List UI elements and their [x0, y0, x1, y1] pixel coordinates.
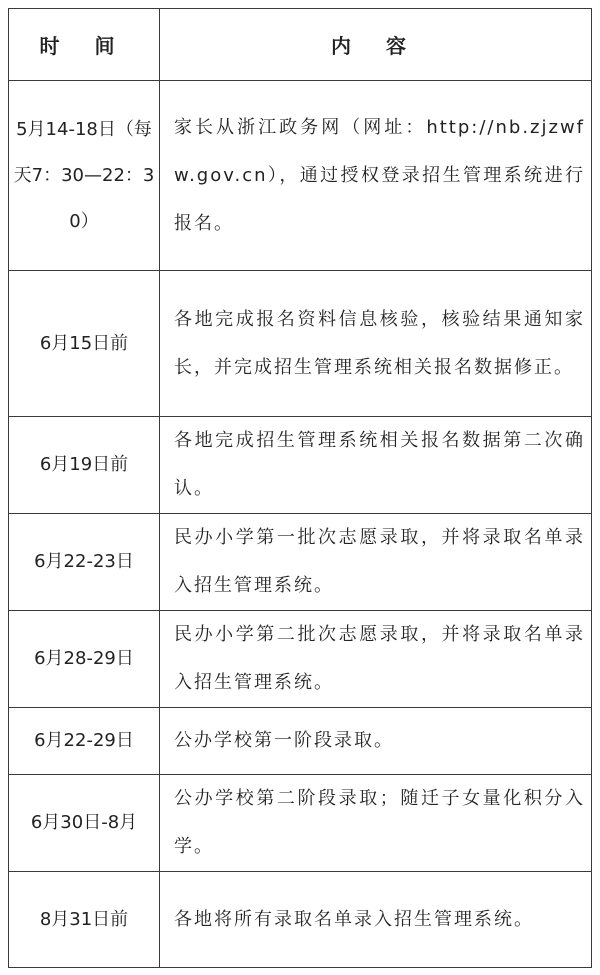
row-time: 8月31日前: [9, 872, 160, 968]
table-row: [9, 417, 592, 514]
row-content: 各地将所有录取名单录入招生管理系统。: [160, 872, 592, 968]
row-content: 各地完成报名资料信息核验，核验结果通知家长，并完成招生管理系统相关报名数据修正。: [160, 271, 592, 417]
row-content: 各地完成招生管理系统相关报名数据第二次确认。: [160, 417, 592, 514]
row-time: 6月22-23日: [9, 514, 160, 611]
table-header-row: [9, 9, 592, 81]
header-content: 内 容: [160, 9, 592, 81]
header-time: 时 间: [9, 9, 160, 81]
table-row: [9, 514, 592, 611]
row-time: 6月28-29日: [9, 611, 160, 708]
row-time: 5月14-18日（每天7：30—22：30）: [9, 81, 160, 271]
row-content: 公办学校第二阶段录取；随迁子女量化积分入学。: [160, 775, 592, 872]
table-row: [9, 611, 592, 708]
table-row: [9, 708, 592, 775]
row-time: 6月19日前: [9, 417, 160, 514]
table-row: [9, 271, 592, 417]
row-content: 民办小学第一批次志愿录取，并将录取名单录入招生管理系统。: [160, 514, 592, 611]
row-content: 公办学校第一阶段录取。: [160, 708, 592, 775]
row-content: 民办小学第二批次志愿录取，并将录取名单录入招生管理系统。: [160, 611, 592, 708]
row-content: 家长从浙江政务网（网址：http://nb.zjzwfw.gov.cn），通过授权登录招生管理系统进行报名。: [160, 81, 592, 271]
row-time: 6月30日-8月: [9, 775, 160, 872]
schedule-table: [8, 8, 592, 968]
table-row: [9, 81, 592, 271]
table-row: [9, 872, 592, 968]
row-time: 6月15日前: [9, 271, 160, 417]
table-row: [9, 775, 592, 872]
row-time: 6月22-29日: [9, 708, 160, 775]
